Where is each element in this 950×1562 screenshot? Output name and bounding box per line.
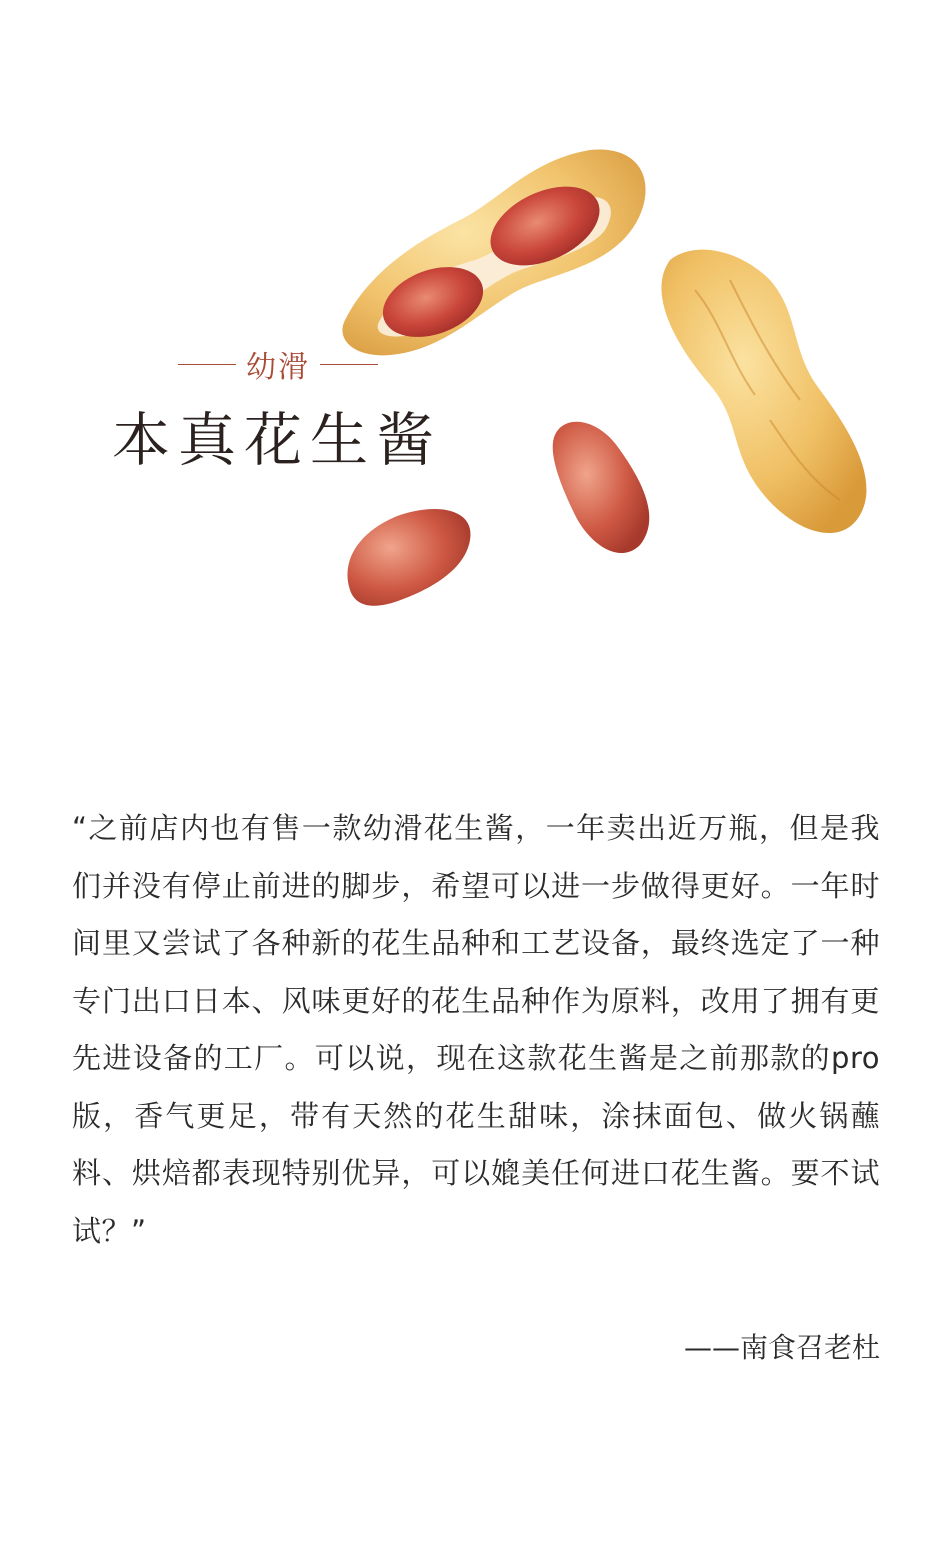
subtitle-right-line [320, 364, 378, 365]
peanut-illustration [300, 120, 920, 640]
page-title: 本真花生酱 [112, 406, 443, 474]
open-peanut-icon [342, 150, 645, 356]
whole-peanut-icon [661, 250, 866, 533]
kernel-center-icon [553, 422, 650, 553]
subtitle-row [178, 344, 378, 384]
quote-paragraph: “之前店内也有售一款幼滑花生酱，一年卖出近万瓶，但是我们并没有停止前进的脚步，希望可以进一步做得更好。一年时间里又尝试了各种新的花生品种和工艺设备，最终选定了一种专门出口日本、风味更好的花生品种作为原料，改用了拥有更先进设备的工厂。可以说，现在这款花生酱是之前那款的pro版，香气更足，带有天然的花生甜味，涂抹面包、做火锅蘸料、烘焙都表现特别优异，可以媲美任何进口花生酱。要不试试？” [72, 811, 880, 1248]
signature: ——南食召老杜 [683, 1331, 880, 1364]
kernel-left-icon [347, 509, 470, 606]
subtitle-left-line [178, 364, 236, 365]
subtitle: 幼滑 [246, 350, 310, 385]
